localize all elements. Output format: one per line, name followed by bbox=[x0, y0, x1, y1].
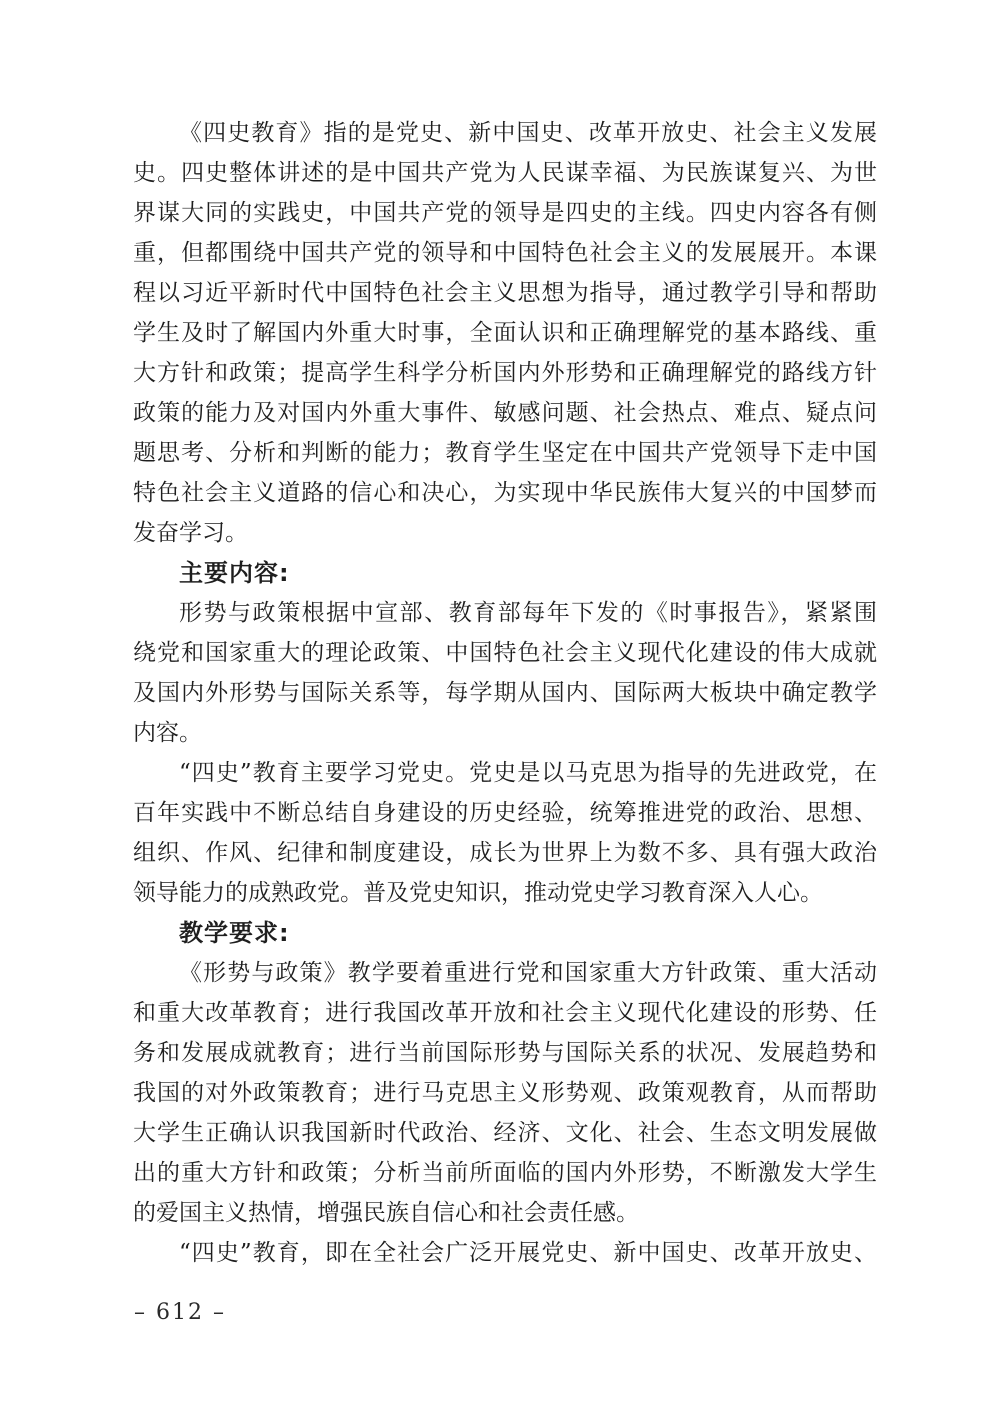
paragraph-line: 内容。 bbox=[133, 720, 202, 746]
document-body bbox=[133, 113, 877, 1273]
paragraph-line: 我国的对外政策教育；进行马克思主义形势观、政策观教育，从而帮助 bbox=[133, 1080, 877, 1106]
paragraph-line: 务和发展成就教育；进行当前国际形势与国际关系的状况、发展趋势和 bbox=[133, 1040, 877, 1066]
paragraph-line: 百年实践中不断总结自身建设的历史经验，统筹推进党的政治、思想、 bbox=[133, 800, 877, 826]
paragraph-line: 的爱国主义热情，增强民族自信心和社会责任感。 bbox=[133, 1200, 639, 1226]
paragraph-line: 政策的能力及对国内外重大事件、敏感问题、社会热点、难点、疑点问 bbox=[133, 400, 877, 426]
paragraph-line: 绕党和国家重大的理论政策、中国特色社会主义现代化建设的伟大成就 bbox=[133, 640, 877, 666]
paragraph-line: 特色社会主义道路的信心和决心，为实现中华民族伟大复兴的中国梦而 bbox=[133, 480, 877, 506]
paragraph-line: 界谋大同的实践史，中国共产党的领导是四史的主线。四史内容各有侧 bbox=[133, 200, 877, 226]
paragraph-line: 程以习近平新时代中国特色社会主义思想为指导，通过教学引导和帮助 bbox=[133, 280, 877, 306]
paragraph-line: 《形势与政策》教学要着重进行党和国家重大方针政策、重大活动 bbox=[179, 960, 877, 986]
page-number: – 612 – bbox=[134, 1300, 226, 1325]
paragraph-line: 题思考、分析和判断的能力；教育学生坚定在中国共产党领导下走中国 bbox=[133, 440, 877, 466]
section-heading: 主要内容: bbox=[179, 559, 290, 587]
paragraph-line: 学生及时了解国内外重大时事，全面认识和正确理解党的基本路线、重 bbox=[133, 320, 877, 346]
paragraph-line: 出的重大方针和政策；分析当前所面临的国内外形势，不断激发大学生 bbox=[133, 1160, 877, 1186]
paragraph-line: 和重大改革教育；进行我国改革开放和社会主义现代化建设的形势、任 bbox=[133, 1000, 877, 1026]
paragraph-line: 领导能力的成熟政党。普及党史知识，推动党史学习教育深入人心。 bbox=[133, 880, 823, 906]
paragraph-line: 大学生正确认识我国新时代政治、经济、文化、社会、生态文明发展做 bbox=[133, 1120, 877, 1146]
section-heading: 教学要求: bbox=[179, 919, 290, 947]
paragraph-line: 《四史教育》指的是党史、新中国史、改革开放史、社会主义发展 bbox=[179, 120, 877, 146]
paragraph-line: “四史”教育，即在全社会广泛开展党史、新中国史、改革开放史、 bbox=[179, 1240, 877, 1266]
paragraph-line: 形势与政策根据中宣部、教育部每年下发的《时事报告》，紧紧围 bbox=[179, 600, 877, 626]
paragraph-line: 史。四史整体讲述的是中国共产党为人民谋幸福、为民族谋复兴、为世 bbox=[133, 160, 877, 186]
paragraph-line: “四史”教育主要学习党史。党史是以马克思为指导的先进政党，在 bbox=[179, 760, 877, 786]
paragraph-line: 及国内外形势与国际关系等，每学期从国内、国际两大板块中确定教学 bbox=[133, 680, 877, 706]
paragraph-line: 组织、作风、纪律和制度建设，成长为世界上为数不多、具有强大政治 bbox=[133, 840, 877, 866]
paragraph-line: 大方针和政策；提高学生科学分析国内外形势和正确理解党的路线方针 bbox=[133, 360, 877, 386]
paragraph-line: 发奋学习。 bbox=[133, 520, 248, 546]
paragraph-line: 重，但都围绕中国共产党的领导和中国特色社会主义的发展展开。本课 bbox=[133, 240, 877, 266]
